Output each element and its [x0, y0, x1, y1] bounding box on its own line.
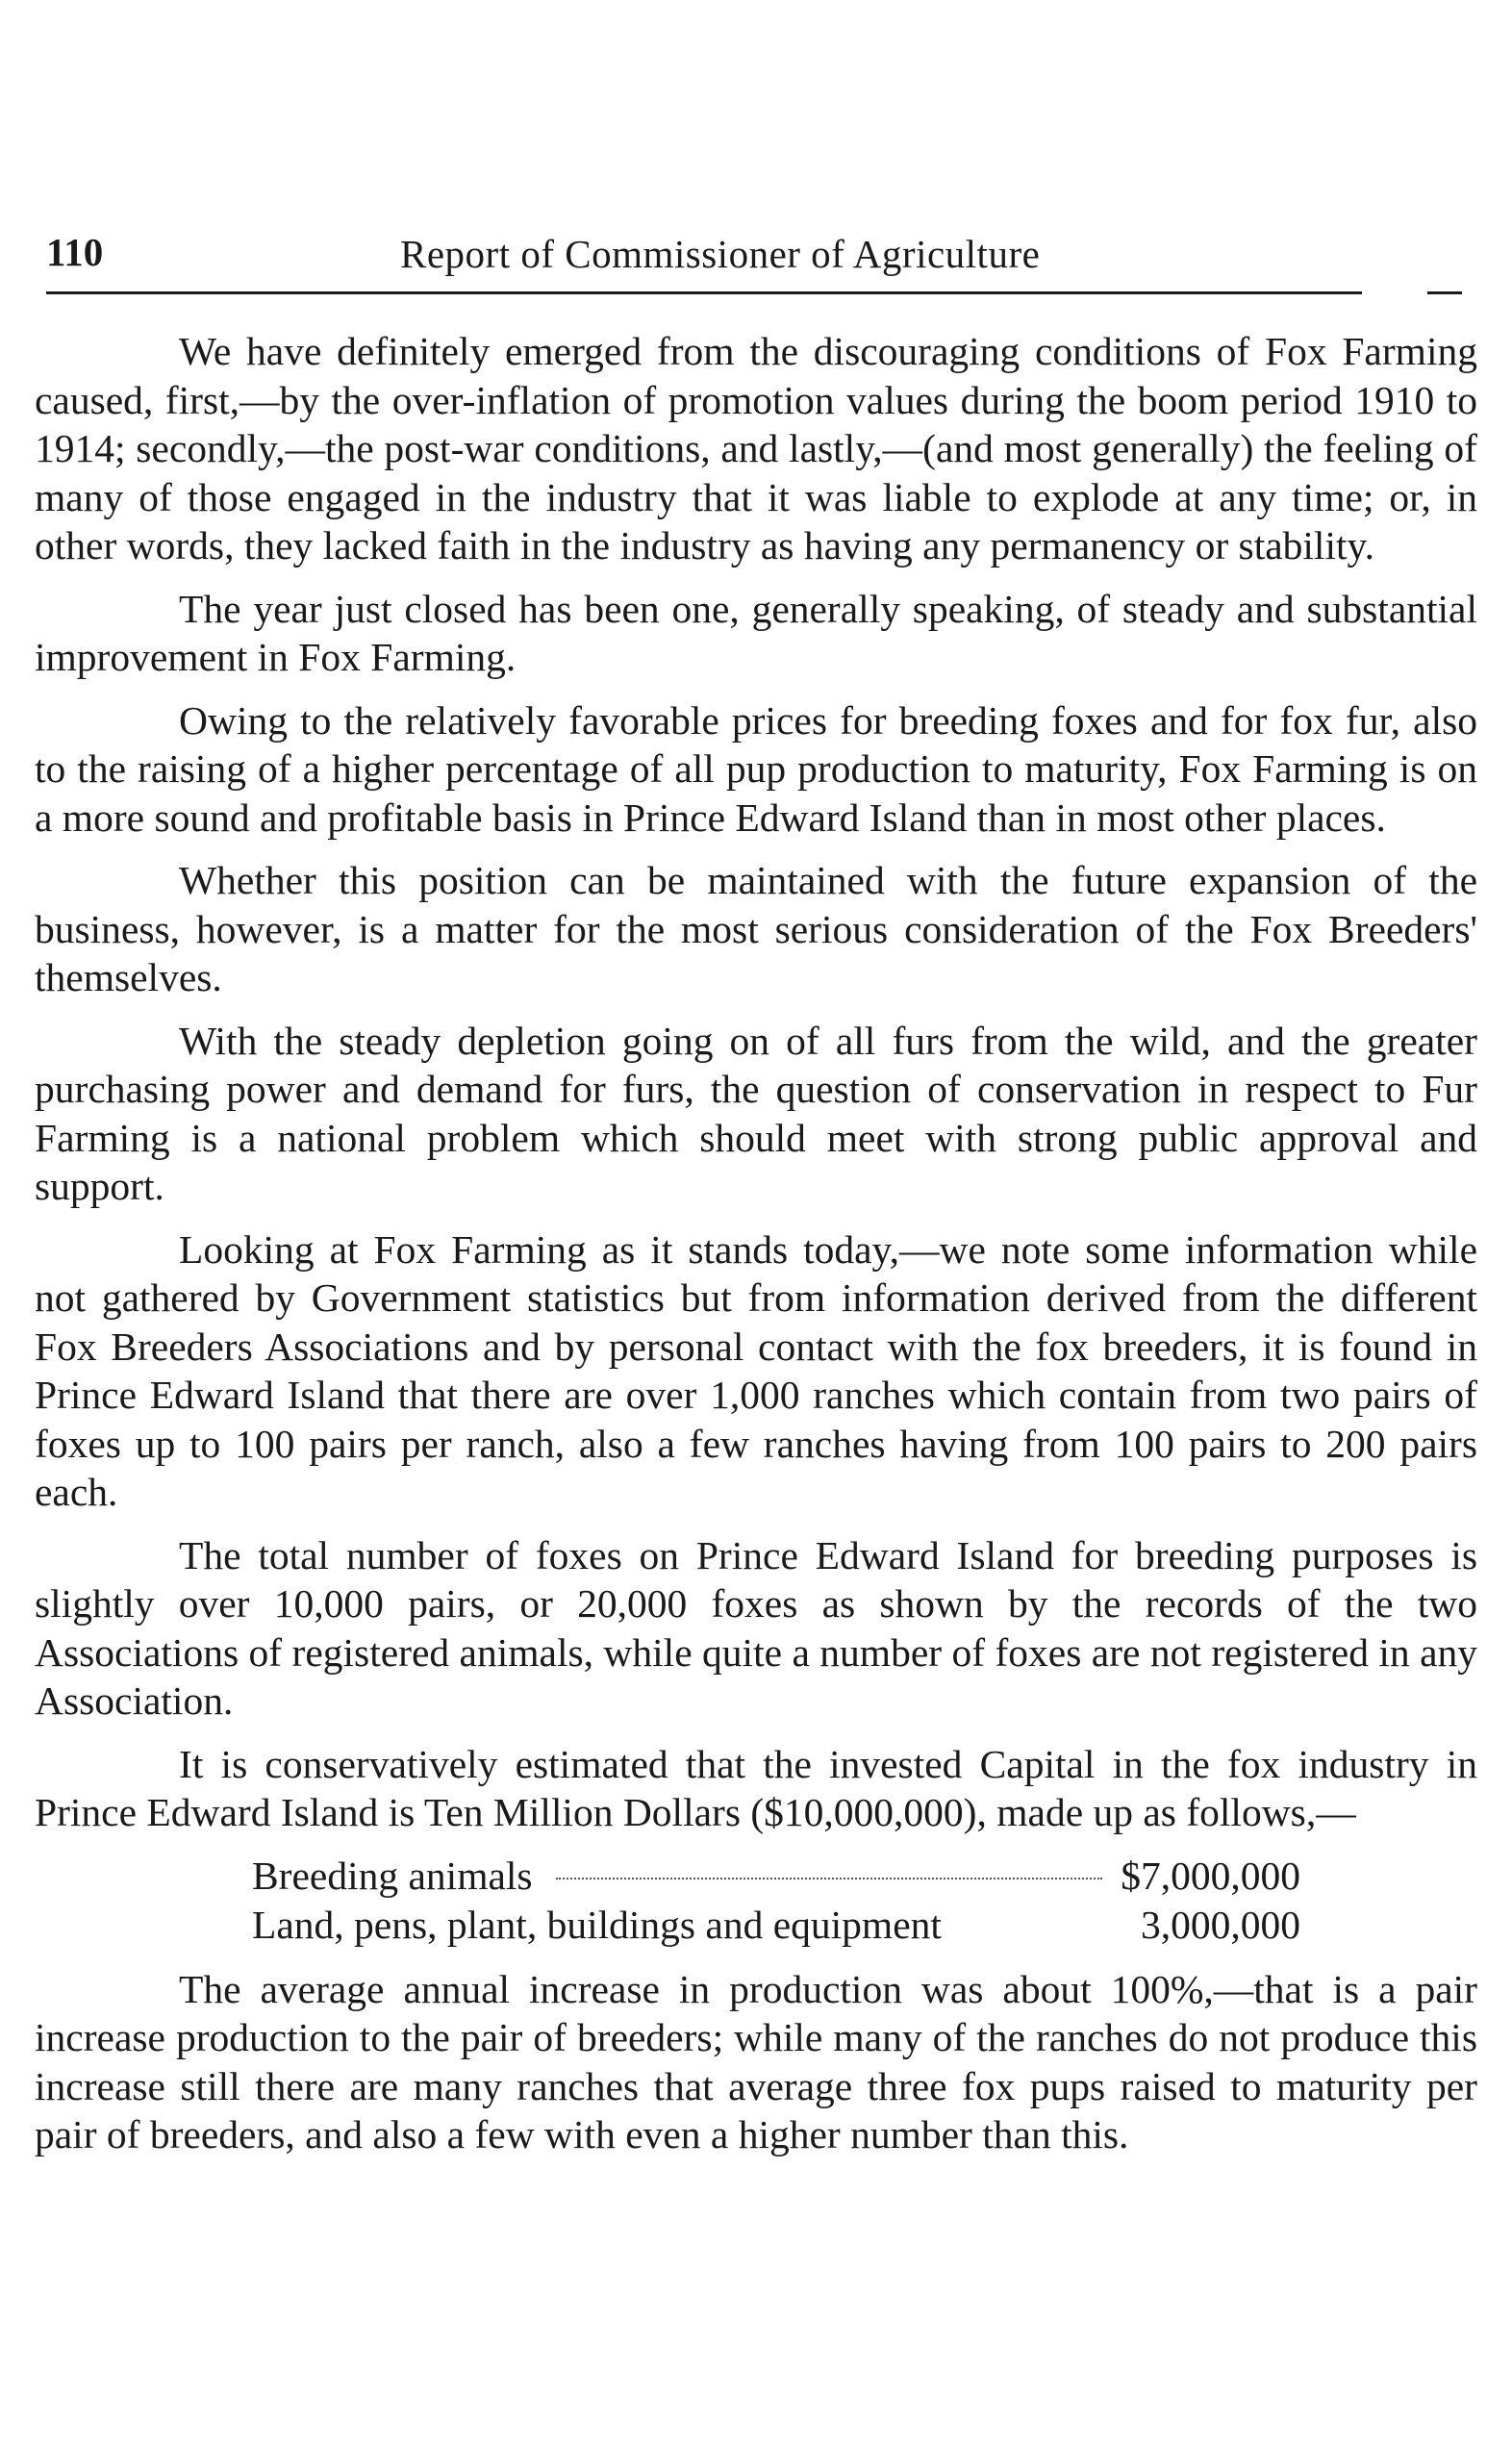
- page-header: [46, 219, 1460, 287]
- investment-row: [252, 1852, 1300, 1901]
- paragraph: The year just closed has been one, generally speaking, of steady and substantial improvement in Fox Farming.: [35, 586, 1477, 679]
- investment-value: 3,000,000: [1141, 1902, 1300, 1947]
- page-number: 110: [46, 230, 104, 274]
- paragraph: The total number of foxes on Prince Edward Island for breeding purposes is slightly over 10,000 pairs, or 20,000 foxes as shown by the records of the two Associations of registered animals, while quite a number of foxes are not registered in any Association.: [35, 1532, 1477, 1723]
- dot-leader: [556, 1878, 1102, 1879]
- header-rule-tail: [1427, 291, 1462, 294]
- investment-value: $7,000,000: [1121, 1853, 1300, 1898]
- body-text: [35, 327, 1477, 2174]
- paragraph: With the steady depletion going on of all furs from the wild, and the greater purchasing power and demand for furs, the question of conservation in respect to Fur Farming is a national problem which should meet with strong public approval and support.: [35, 1018, 1477, 1208]
- paragraph: It is conservatively estimated that the invested Capital in the fox industry in Prince Edward Island is Ten Million Dollars ($10,000,000), made up as follows,—: [35, 1741, 1477, 1834]
- running-head: Report of Commissioner of Agriculture: [400, 232, 1041, 276]
- investment-breakdown: [252, 1852, 1300, 1950]
- investment-label: Land, pens, plant, buildings and equipment: [252, 1902, 942, 1947]
- paragraph: We have definitely emerged from the discouraging conditions of Fox Farming caused, first,—by the over-inflation of promotion values during the boom period 1910 to 1914; secondly,—the post-war conditions, and lastly,—(and most generally) the feeling of many of those engaged in the industry that it was liable to explode at any time; or, in other words, they lacked faith in the industry as having any permanency or stability.: [35, 329, 1477, 568]
- paragraph: Whether this position can be maintained with the future expansion of the business, however, is a matter for the most serious consideration of the Fox Breeders' themselves.: [35, 858, 1477, 999]
- investment-label: Breeding animals: [252, 1853, 533, 1898]
- paragraph: Looking at Fox Farming as it stands today,—we note some information while not gathered by Government statistics but from information derived from the different Fox Breeders Associations and by personal contact with the fox breeders, it is found in Prince Edward Island that there are over 1,000 ranches which contain from two pairs of foxes up to 100 pairs per ranch, also a few ranches having from 100 pairs to 200 pairs each.: [35, 1226, 1477, 1514]
- paragraph: The average annual increase in production was about 100%,—that is a pair increase production to the pair of breeders; while many of the ranches do not produce this increase still there are many ranches that average three fox pups raised to maturity per pair of breeders, and also a few with even a higher number than this.: [35, 1966, 1477, 2157]
- header-rule: [46, 291, 1362, 294]
- investment-row: [252, 1901, 1300, 1950]
- paragraph: Owing to the relatively favorable prices for breeding foxes and for fox fur, also to the raising of a higher percentage of all pup production to maturity, Fox Farming is on a more sound and profitable basis in Prince Edward Island than in most other places.: [35, 697, 1477, 840]
